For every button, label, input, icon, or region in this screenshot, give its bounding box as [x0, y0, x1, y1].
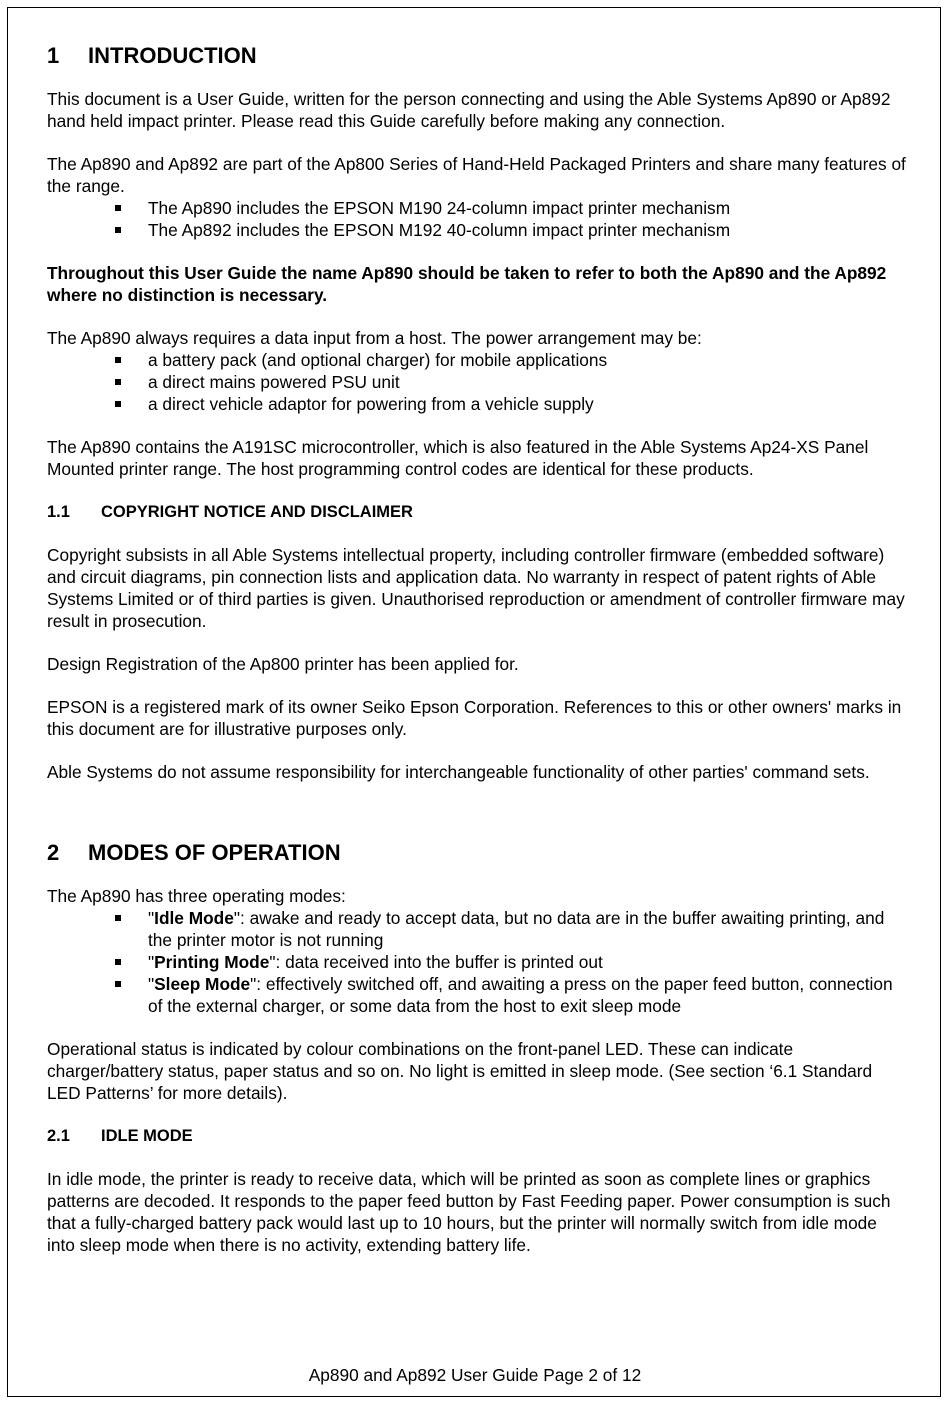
heading-idle-mode: 2.1 IDLE MODE: [47, 1127, 193, 1145]
list-item: "Printing Mode": data received into the buffer is printed out: [47, 951, 907, 973]
copyright-paragraph-3: EPSON is a registered mark of its owner Seiko Epson Corporation. References to this or other owners' marks in this document are for illustrative purposes only.: [47, 697, 902, 739]
modes-paragraph-1: The Ap890 has three operating modes:: [47, 886, 346, 906]
copyright-paragraph-1: Copyright subsists in all Able Systems intellectual property, including controller firmware (embedded software) and circuit diagrams, pin connection lists and application data. No warranty in respect of patent rights of Able Systems Limited or of third parties is given. Unauthorised reproduction or amendment of controller firmware may result in prosecution.: [47, 545, 905, 631]
heading-copyright: 1.1 COPYRIGHT NOTICE AND DISCLAIMER: [47, 503, 413, 521]
list-item: "Idle Mode": awake and ready to accept data, but no data are in the buffer awaiting printing, and the printer motor is not running: [47, 907, 907, 951]
bullet-icon: [115, 205, 121, 211]
mechanism-list: [47, 197, 907, 241]
list-item: The Ap890 includes the EPSON M190 24-column impact printer mechanism: [47, 197, 907, 219]
copyright-paragraph-2: Design Registration of the Ap800 printer has been applied for.: [47, 654, 519, 674]
heading-introduction: 1 INTRODUCTION: [47, 43, 257, 68]
intro-paragraph-4: The Ap890 contains the A191SC microcontroller, which is also featured in the Able Systems Ap24-XS Panel Mounted printer range. The host programming control codes are identical for these products.: [47, 437, 869, 479]
list-item: "Sleep Mode": effectively switched off, and awaiting a press on the paper feed button, connection of the external charger, or some data from the host to exit sleep mode: [47, 973, 907, 1017]
intro-paragraph-3: The Ap890 always requires a data input from a host. The power arrangement may be:: [47, 328, 702, 348]
bold-note: Throughout this User Guide the name Ap890 should be taken to refer to both the Ap890 and the Ap892 where no distinction is necessary.: [47, 263, 887, 305]
heading-modes-of-operation: 2 MODES OF OPERATION: [47, 840, 341, 865]
list-item: a battery pack (and optional charger) for mobile applications: [47, 349, 907, 371]
page-footer: Ap890 and Ap892 User Guide Page 2 of 12: [308, 1365, 642, 1385]
intro-paragraph-2: The Ap890 and Ap892 are part of the Ap800 Series of Hand-Held Packaged Printers and share many features of the range.: [47, 154, 906, 196]
intro-paragraph-1: This document is a User Guide, written for the person connecting and using the Able Systems Ap890 or Ap892 hand held impact printer. Please read this Guide carefully before making any connection.: [47, 89, 891, 131]
list-item: a direct mains powered PSU unit: [47, 371, 907, 393]
power-list: [47, 349, 907, 415]
copyright-paragraph-4: Able Systems do not assume responsibility for interchangeable functionality of other parties' command sets.: [47, 762, 870, 782]
bullet-icon: [115, 379, 121, 385]
idle-paragraph-1: In idle mode, the printer is ready to receive data, which will be printed as soon as complete lines or graphics patterns are decoded. It responds to the paper feed button by Fast Feeding paper. Power consumption is such that a fully-charged battery pack would last up to 10 hours, but the printer will normally switch from idle mode into sleep mode when there is no activity, extending battery life.: [47, 1169, 891, 1255]
bullet-icon: [115, 401, 121, 407]
modes-list: [47, 907, 907, 1017]
document-body: [47, 42, 907, 1256]
bullet-icon: [115, 915, 121, 921]
list-item: a direct vehicle adaptor for powering from a vehicle supply: [47, 393, 907, 415]
bullet-icon: [115, 357, 121, 363]
bullet-icon: [115, 981, 121, 987]
bullet-icon: [115, 959, 121, 965]
modes-paragraph-2: Operational status is indicated by colour combinations on the front-panel LED. These can indicate charger/battery status, paper status and so on. No light is emitted in sleep mode. (See section ‘6.1 Standard LED Patterns’ for more details).: [47, 1039, 873, 1103]
list-item: The Ap892 includes the EPSON M192 40-column impact printer mechanism: [47, 219, 907, 241]
bullet-icon: [115, 227, 121, 233]
